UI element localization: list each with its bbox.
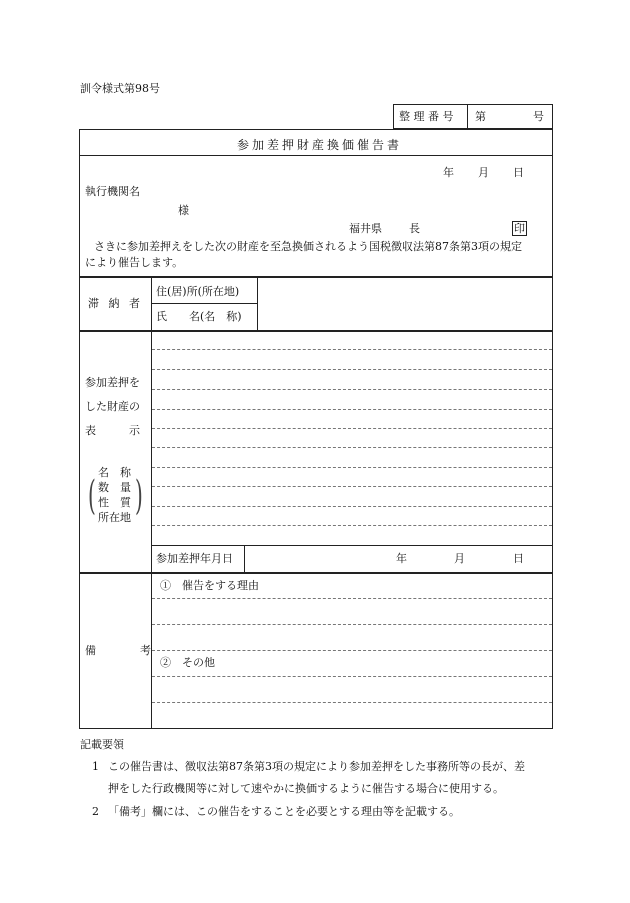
note-2-number: 2	[92, 805, 99, 818]
note-1-line1: この催告書は、徴収法第87条第3項の規定により参加差押をした事務所等の長が、差	[108, 760, 525, 773]
property-label-line1: 参加差押を	[85, 376, 140, 389]
executing-agency-label: 執行機関名	[85, 185, 140, 198]
seizure-date-year: 年	[396, 552, 407, 565]
taxpayer-address-label: 住(居)所(所在地)	[156, 285, 240, 298]
seizure-date-label: 参加差押年月日	[156, 552, 233, 565]
note-1-line2: 押をした行政機関等に対して速やかに換価するように催告する場合に使用する。	[108, 782, 504, 795]
seizure-date-day: 日	[513, 552, 524, 565]
form-number: 訓令様式第98号	[80, 82, 160, 95]
property-sub-name: 名 称	[98, 466, 131, 479]
seizure-date-month: 月	[454, 552, 465, 565]
sender-chief: 長	[409, 222, 420, 235]
form-title: 参加差押財産換価催告書	[237, 138, 403, 152]
remarks-label: 備 考	[85, 644, 151, 657]
sender-prefecture: 福井県	[349, 222, 382, 235]
note-2-text: 「備考」欄には、この催告をすることを必要とする理由等を記載する。	[108, 805, 460, 818]
property-sub-nature: 性 質	[98, 496, 131, 509]
left-bracket: (	[88, 473, 96, 519]
remarks-reason: ① 催告をする理由	[160, 579, 259, 592]
note-1-number: 1	[92, 760, 99, 773]
date-month: 月	[478, 166, 489, 179]
body-text-line2: により催告します。	[85, 256, 184, 269]
seiri-number-label: 整 理 番 号	[399, 110, 454, 123]
body-text-line1: さきに参加差押えをした次の財産を至急換価されるよう国税徴収法第87条第3項の規定	[94, 240, 522, 253]
date-year: 年	[443, 166, 454, 179]
taxpayer-name-label: 氏 名(名 称)	[156, 310, 242, 323]
taxpayer-label: 滞 納 者	[88, 297, 143, 310]
seiri-number-suffix: 号	[533, 110, 544, 123]
seal-mark: 印	[514, 222, 525, 235]
property-label-line3: 表 示	[85, 424, 140, 437]
property-sub-quantity: 数 量	[98, 481, 131, 494]
notes-heading: 記載要領	[80, 738, 124, 751]
date-day: 日	[513, 166, 524, 179]
right-bracket: )	[135, 473, 143, 519]
honorific: 様	[178, 204, 189, 217]
remarks-other: ② その他	[160, 656, 215, 669]
property-sub-location: 所在地	[98, 511, 131, 524]
seiri-number-prefix: 第	[475, 110, 486, 123]
property-label-line2: した財産の	[85, 400, 140, 413]
